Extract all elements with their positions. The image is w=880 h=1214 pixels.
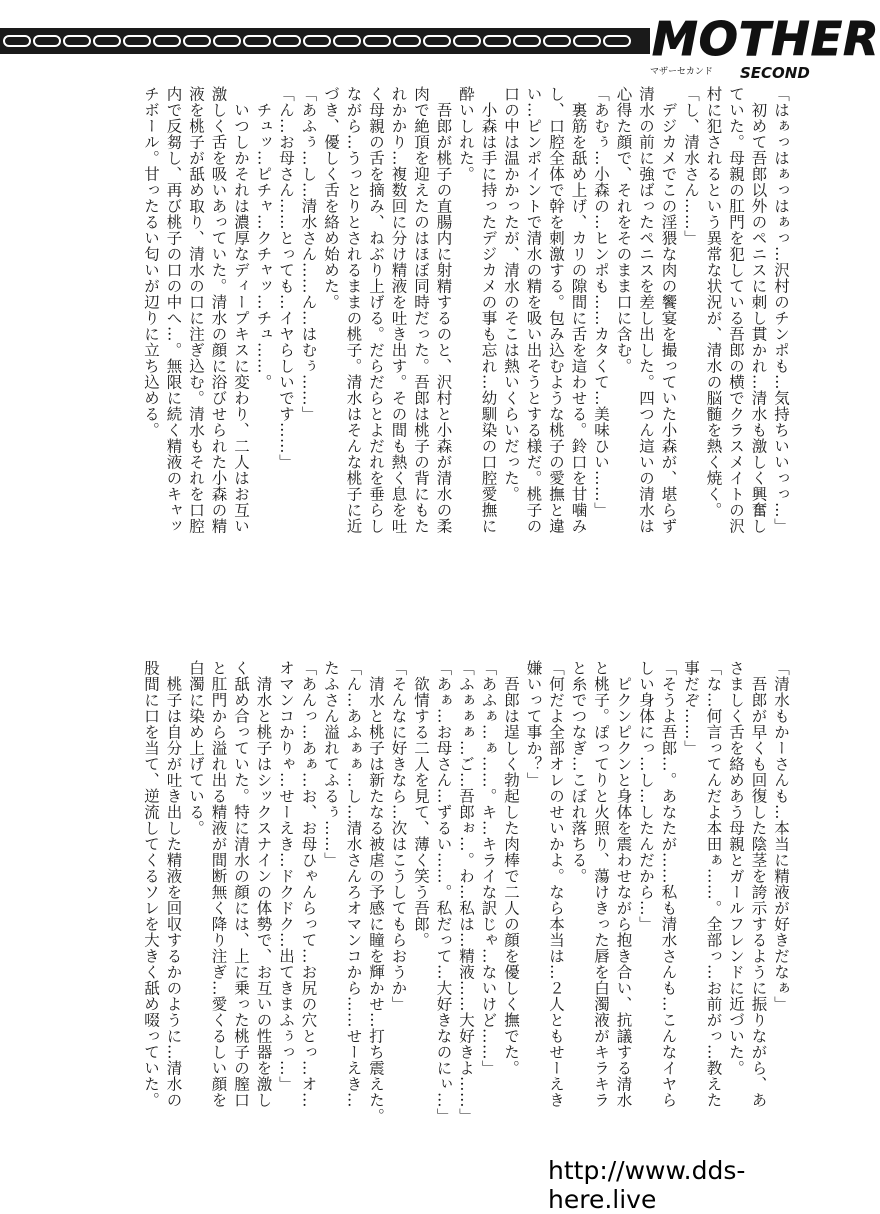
text-line: 内で反芻し、再び桃子の口の中へ…。無限に続く精液のキャッ [164,86,183,534]
text-line: チボール。甘ったるい匂いが辺りに立ち込める。 [142,86,160,438]
text-line: 清水の前に強ばったペニスを差し出した。四つん這いの清水は [637,86,655,534]
text-line: ながら…うっとりとされるままの桃子。清水はそんな桃子に近 [344,86,363,534]
text-line: 「あぁ…お母さん…ずるい……。私だって…大好きなのにぃ…」 [434,660,453,1124]
text-line: く母親の舌を摘み、ねぶり上げる。だらだらとよだれを垂らし [367,86,385,534]
text-line: 初めて吾郎以外のペニスに刺し貫かれ…清水も激しく興奮し [749,86,768,534]
text-line: 「あんっ…あぁ…お、お母ひゃんらって…お尻の穴とっ…オ… [299,660,318,1108]
text-line: 吾郎が桃子の直腸内に射精するのと、沢村と小森が清水の柔 [434,86,453,534]
text-line: 桃子は自分が吐き出した精液を回収するかのように…清水の [164,660,183,1108]
text-line: 激しく舌を吸いあっていた。清水の顔に浴びせられた小森の精 [209,86,228,534]
text-line: 清水と桃子は新たなる被虐の予感に瞳を輝かせ…打ち震えた。 [367,660,385,1124]
text-line: 「な…何言ってんだよ本田ぁ……。全部っ…お前がっ…教えた [704,660,723,1108]
text-line: と桃子。ぽってりと火照り、蕩けきった唇を白濁液がキラキラ [592,660,610,1108]
text-line: 吾郎は逞しく勃起した肉棒で二人の顔を優しく撫でた。 [502,660,520,1076]
text-line: い…ピンポイントで清水の精を吸い出そうとする様だ。桃子の [524,86,543,534]
text-line: 「ん…お母さん……とっても…イヤらしいです……」 [277,86,295,470]
text-line: 嫌いって事か？」 [524,660,543,788]
text-line: し、口腔全体で幹を刺激する。包み込むような桃子の愛撫と違 [547,86,565,534]
text-line: 液を桃子が舐め取り、清水の口に注ぎ込む。清水もそれを口腔 [187,86,205,534]
text-line: 「ふぁぁぁ…ご…吾郎ぉ…。わ…私は…精液……大好きよ……」 [457,660,475,1124]
text-line: 心得た顔で、それをそのまま口に含む。 [614,86,633,374]
text-line: 「清水もかーさんも…本当に精液が好きだなぁ」 [772,660,790,1012]
site-watermark: http://www.dds-here.live [548,1168,850,1202]
text-line: 「何だよ全部オレのせいかよ。なら本当は…２人ともせーえき [547,660,565,1108]
text-line: 小森は手に持ったデジカメの事も忘れ…幼馴染の口腔愛撫に [479,86,498,534]
mother-second-logo [610,8,880,88]
text-line: と糸でつなぎ…こぼれ落ちる。 [569,660,588,884]
text-line: 「あふぁ…ぁ……。キ…キライな訳じゃ…ないけど……」 [479,660,498,1076]
text-line: 酔いしれた。 [457,86,475,182]
text-line: 股間に口を当て、逆流してくるソレを大きく舐め啜っていた。 [142,660,160,1108]
text-line: と肛門から溢れ出る精液が間断無く降り注ぎ…愛くるしい顔を [209,660,228,1108]
text-line: 吾郎が早くも回復した陰茎を誇示するように振りながら、あ [749,660,768,1108]
text-line: 清水と桃子はシックスナインの体勢で、お互いの性器を激し [254,660,273,1108]
text-line: ピクンピクンと身体を震わせながら抱き合い、抗議する清水 [614,660,633,1108]
text-line: さましく舌を絡めあう母親とガールフレンドに近づいた。 [727,660,745,1076]
text-line: 村に犯されるという異常な状況が、清水の脳髄を熱く焼く。 [704,86,723,518]
text-line: 「ん…あふぁぁ…し…清水さんろオマンコから……せーえき… [344,660,363,1108]
text-line: 「はぁっはぁっはぁっ…沢村のチンポも…気持ちいいっっ…」 [772,86,790,534]
text-line: 「そうよ吾郎…。あなたが……私も清水さんも…こんなイヤら [659,660,678,1108]
text-line: 欲情する二人を見て、薄く笑う吾郎。 [412,660,430,948]
text-line: 肉で絶頂を迎えたのはほぼ同時だった。吾郎は桃子の背にもた [412,86,430,534]
text-line: づき、優しく舌を絡め始めた。 [322,86,340,310]
text-line: ていた。母親の肛門を犯している吾郎の横でクラスメイトの沢 [727,86,745,534]
chain-border [0,28,650,54]
text-line: 口の中は温かかったが、清水のそこは熱いくらいだった。 [502,86,520,502]
text-line: 「あふぅ…し…清水さん……ん…はむぅ……」 [299,86,318,422]
text-line: れかかり…複数回に分け精液を吐き出す。その間も熱く息を吐 [389,86,408,534]
text-line: 「あむぅ…小森の…ヒンポも……カタくて…美味ひい……」 [592,86,610,518]
logo-kana: マザーセカンド [650,67,713,77]
bottom-text-block [140,660,793,1175]
text-line: しい身体にっ…し…したんだから…」 [637,660,655,932]
logo-subtitle: SECOND [740,64,810,82]
text-line: 白濁に染め上げている。 [187,660,205,836]
logo-title: MOTHER [652,12,880,66]
text-line: く舐め合っていた。特に清水の顔には、上に乗った桃子の膣口 [232,660,250,1108]
text-line: 裏筋を舐め上げ、カリの隙間に舌を這わせる。鈴口を甘噛み [569,86,588,534]
text-line: 事だぞ……」 [682,660,700,756]
text-line: オマンコかりゃ…せーえき…ドクドク…出てきまふぅっ…」 [277,660,295,1092]
text-line: デジカメでこの淫猥な肉の饗宴を撮っていた小森が、堪らず [659,86,678,534]
text-line: チュッ…ピチャ…クチャッ…チュ……。 [254,86,273,390]
text-line: いつしかそれは濃厚なディープキスに変わり、二人はお互い [232,86,250,534]
text-line: 「そんなに好きなら…次はこうしてもらおうか」 [389,660,408,1012]
top-text-block [140,86,793,586]
text-line: 「し、清水さん……」 [682,86,700,246]
text-line: たふさん溢れてふるぅ……」 [322,660,340,868]
